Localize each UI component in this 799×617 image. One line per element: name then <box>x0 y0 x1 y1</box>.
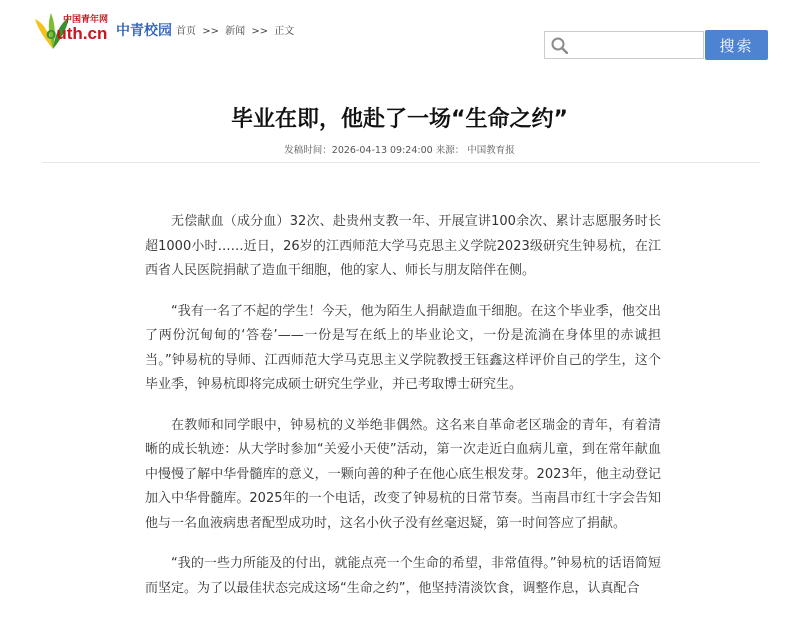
article-meta: 发稿时间：2026-04-13 09:24:00 来源： 中国教育报 <box>284 145 515 156</box>
site-logo[interactable] <box>33 9 109 51</box>
search-box <box>544 31 704 59</box>
article-body <box>145 210 661 617</box>
channel-name[interactable]: 中青校园 <box>116 23 172 39</box>
logo-cn-text: 中国青年网 <box>63 15 109 25</box>
breadcrumb-separator: >> <box>202 26 219 37</box>
article-paragraph: “我有一名了不起的学生！今天，他为陌生人捐献造血干细胞。在这个毕业季，他交出了两份沉甸甸的‘答卷’——一份是写在纸上的毕业论文，一份是流淌在身体里的赤诚担当。”钟易杭的导师、江西师范大学马克思主义学院教授王钰鑫这样评价自己的学生，这个毕业季，钟易杭即将完成硕士研究生学业，并已考取博士研究生。 <box>145 303 661 392</box>
site-header <box>0 0 799 70</box>
article-paragraph: “我的一些力所能及的付出，就能点亮一个生命的希望，非常值得。”钟易杭的话语简短而坚定。为了以最佳状态完成这场“生命之约”，他坚持清淡饮食，调整作息，认真配合 <box>145 556 661 596</box>
breadcrumb-home[interactable]: 首页 <box>176 26 196 37</box>
search-input[interactable] <box>573 35 703 57</box>
article-paragraph: 在教师和同学眼中，钟易杭的义举绝非偶然。这名来自革命老区瑞金的青年，有着清晰的成长轨迹：从大学时参加“关爱小天使”活动，第一次走近白血病儿童，到在常年献血中慢慢了解中华骨髓库的意义，一颗向善的种子在他心底生根发芽。2023年，他主动登记加入中华骨髓库。2025年的一个电话，改变了钟易杭的日常节奏。当南昌市红十字会告知他与一名血液病患者配型成功时，这名小伙子没有丝毫迟疑，第一时间答应了捐献。 <box>145 417 661 531</box>
breadcrumb-current: 正文 <box>274 26 295 37</box>
search-icon <box>551 37 568 54</box>
breadcrumb-separator: >> <box>251 26 269 37</box>
breadcrumb <box>176 22 297 37</box>
article-paragraph: 无偿献血（成分血）32次、赴贵州支教一年、开展宣讲100余次、累计志愿服务时长超1000小时……近日，26岁的江西师范大学马克思主义学院2023级研究生钟易杭，在江西省人民医院捐献了造血干细胞，他的家人、师长与朋友陪伴在侧。 <box>145 214 661 278</box>
search-button[interactable]: 搜索 <box>705 30 768 60</box>
breadcrumb-news[interactable]: 新闻 <box>225 26 246 37</box>
divider <box>42 162 760 163</box>
article-title: 毕业在即，他赴了一场“生命之约” <box>231 106 568 132</box>
logo-en-text: outh.cn <box>46 24 108 43</box>
